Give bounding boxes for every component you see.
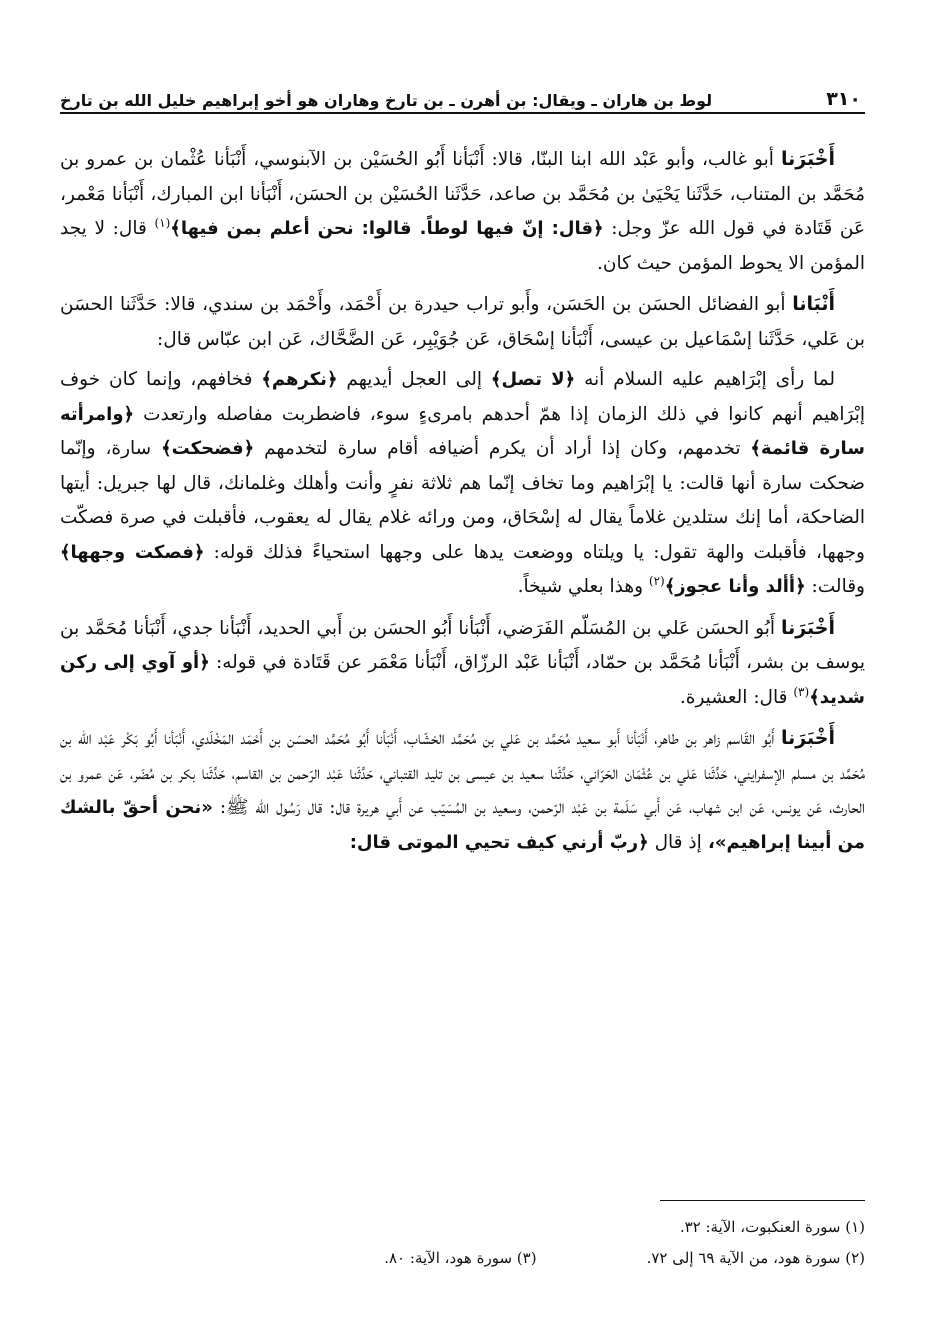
text-run: أبو غالب، وأبو عَبْد الله ابنا البنّا، قالا: أَنْبَأنا أَبُو الحُسَيْن بن الآبنوسي، أَنْبَأنا عُثْمان بن عمرو بن مُحَمَّد بن المتناب، حَدَّثَنا يَحْيَىٰ بن مُحَمَّد بن صاعد، حَدَّثَنا الحُسَيْن بن الحسَن، أَنْبَأنا ابن المبارك، أَنْبَأنا مَعْمر، عَن قَتَادة في قول الله عزّ وجل: bbox=[60, 149, 866, 239]
footnote-divider bbox=[660, 1200, 865, 1201]
text-paragraph bbox=[60, 287, 865, 357]
footnote-reference: (١) bbox=[154, 215, 171, 230]
text-run: وهذا بعلي شيخاً. bbox=[517, 576, 649, 597]
isnad-lead-word: أَخْبَرَنا bbox=[780, 148, 835, 170]
footnote-item: (٢) سورة هود، من الآية ٦٩ إلى ٧٢. bbox=[646, 1249, 865, 1267]
isnad-lead-word: أَنْبَانا bbox=[792, 293, 835, 315]
isnad-lead-word: أَخْبَرَنا bbox=[780, 616, 835, 639]
text-paragraph bbox=[60, 611, 865, 716]
footnotes bbox=[60, 1212, 865, 1274]
quoted-verse: ﴿لا تصل﴾ bbox=[490, 369, 576, 390]
text-run: إذ قال bbox=[648, 831, 702, 853]
quoted-verse: ﴿أألد وأنا عجوز﴾ bbox=[664, 576, 806, 597]
footnote-reference: (٢) bbox=[648, 573, 665, 588]
text-paragraph bbox=[60, 363, 865, 605]
text-run: إلى العجل أيديهم bbox=[337, 369, 491, 390]
quoted-verse: ﴿نكرهم﴾ bbox=[261, 369, 338, 390]
footnote-reference: (٣) bbox=[793, 684, 810, 699]
main-text bbox=[60, 142, 865, 860]
quoted-verse: «نحن أحقّ بالشك من أبينا إبراهيم»، bbox=[60, 797, 865, 853]
footnote-row bbox=[60, 1212, 865, 1243]
quoted-verse: ﴿وامرأته سارة قائمة﴾ bbox=[60, 403, 865, 459]
quoted-verse: ﴿فصكت وجهها﴾ bbox=[60, 541, 205, 563]
quoted-verse: ﴿أو آوي إلى ركن شديد﴾ bbox=[60, 652, 865, 708]
text-run: أبو الفضائل الحسَن بن الحَسَن، وأَبو تراب حيدرة بن أَحْمَد، وأَحْمَد بن سندي، قالا: حَدَّثَنا الحسَن بن عَلي، حَدَّثَنا إسْمَاعيل بن عيسى، أَنْبَأنا إسْحَاق، عَن جُوَيْبِر، عَن الضَّحَّاك، عَن ابن عبّاس قال: bbox=[60, 294, 865, 350]
text-run: قال: العشيرة. bbox=[679, 686, 794, 708]
isnad-lead-word: أَخْبَرَنا bbox=[780, 727, 835, 749]
text-run: أَبُو القَاسم زاهر بن طاهر، أَنْبَأنا أَبو سعيد مُحَمَّد بن عَلي بن مُحَمَّد الخشّاب، أَنْبَأنا أَبُو مُحَمَّد الحسَن بن أَحْمَد المَخْلَدي، أَنْبَأنا أَبُو بَكْر عَبْد الله بن مُحَمَّد بن مسلم الإسفرايني، حَدَّثَنا عَلي بن عُثْمَان الحَرّاني، حَدَّثَنا سعيد بن عيسى بن تليد القتباني، حَدَّثَنا عَبْد الرّحمن بن القاسم، حَدَّثَنا بكر بن مُضَر، عَن عمرو بن الحارث، عَن يونس، عَن ابن شهاب، عَن أَبي سَلَمة بن عَبْد الرّحمن، وسعيد بن المُسَيّب عن أَبي هريرة قال: قال رَسُول الله ﷺ: bbox=[60, 728, 866, 818]
text-run: لما رأى إبْرَاهيم عليه السلام أنه bbox=[575, 369, 835, 390]
text-run: سارة، وإنّما ضحكت سارة أنها قالت: يا إبْرَاهيم وما تخاف إنّما هم ثلاثة نفرٍ وأنت وأهلك وغلمانك، قال لها جبريل: أيتها الضاحكة، أما إنك ستلدين غلاماً يقال له إسْحَاق، ومن ورائه غلام يقال له يعقوب، فأقبلت في صرة فصكّت وجهها، فأقبلت والهة تقول: يا ويلتاه ووضعت يدها على وجهها استحياءً فذلك قوله: bbox=[60, 438, 865, 563]
footnote-item: (١) سورة العنكبوت، الآية: ٣٢. bbox=[679, 1218, 865, 1236]
running-title: لوط بن هاران ـ ويقال: بن أهرن ـ بن تارخ وهاران هو أخو إبراهيم خليل الله بن تارخ bbox=[60, 91, 713, 110]
text-paragraph bbox=[60, 721, 865, 860]
text-run: وقالت: bbox=[805, 576, 865, 597]
quoted-verse: ﴿فضحكت﴾ bbox=[161, 438, 255, 459]
page-number: ٣١٠ bbox=[826, 88, 861, 110]
footnote-row bbox=[60, 1243, 865, 1274]
book-page bbox=[60, 70, 865, 1300]
text-paragraph bbox=[60, 142, 865, 281]
quoted-verse: ﴿ربّ أرني كيف تحيي الموتى قال: bbox=[349, 831, 649, 853]
page-header bbox=[60, 70, 865, 114]
text-run: قال: لا يجد المؤمن الا يحوط المؤمن حيث كان. bbox=[60, 218, 865, 274]
quoted-verse: ﴿قال: إنّ فيها لوطاً. قالوا: نحن أعلم بمن فيها﴾ bbox=[170, 218, 604, 239]
text-run: أَبُو الحسَن عَلي بن المُسَلّم الفَرَضي، أَنْبَأنا أَبُو الحسَن بن أَبي الحديد، أَنْبَأنا جدي، أَنْبَأنا مُحَمَّد بن يوسف بن بشر، أَنْبَأنا مُحَمَّد بن حمّاد، أَنْبَأنا عَبْد الرزّاق، أَنْبَأنا مَعْمَر عن قَتَادة في قوله: bbox=[60, 617, 865, 673]
footnote-item: (٣) سورة هود، الآية: ٨٠. bbox=[384, 1249, 537, 1267]
text-run: فخافهم، وإنما كان خوف إبْرَاهيم أنهم كانوا في ذلك الزمان إذا همّ أحدهم بامرىءٍ سوء، فاضطربت مفاصله وارتعدت bbox=[60, 369, 865, 425]
text-run: تخدمهم، وكان إذا أراد أن يكرم أضيافه أقام سارة لتخدمهم bbox=[254, 438, 751, 459]
